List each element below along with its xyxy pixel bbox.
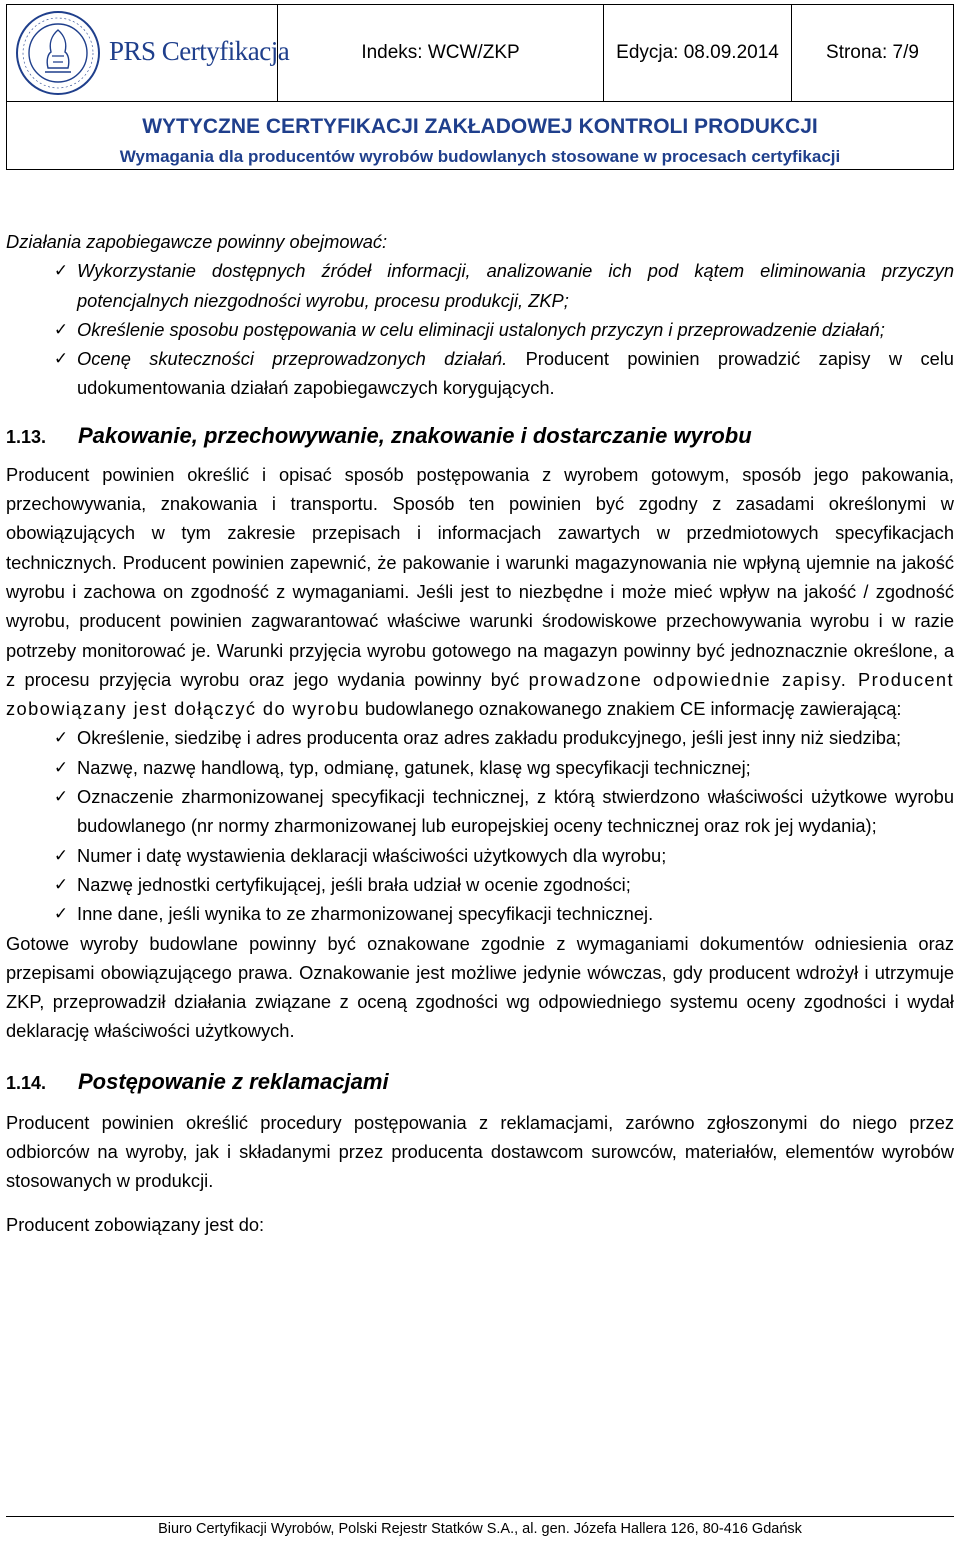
logo-cell xyxy=(7,5,290,102)
producer-obligations-lead: Producent zobowiązany jest do: xyxy=(6,1213,265,1235)
list-item: ✓ Wykorzystanie dostępnych źródeł informacji, analizowanie ich pod kątem eliminowania przyczyn potencjalnych niezgodności wyrobu, procesu produkcji, ZKP; xyxy=(6,256,954,315)
checkmark-icon: ✓ xyxy=(53,728,69,748)
section-title: Postępowanie z reklamacjami xyxy=(78,1068,389,1094)
checkmark-icon: ✓ xyxy=(53,787,69,807)
checkmark-icon: ✓ xyxy=(53,319,69,339)
page-number: Strona: 7/9 xyxy=(792,5,953,102)
list-item: ✓ Inne dane, jeśli wynika to ze zharmonizowanej specyfikacji technicznej. xyxy=(6,899,954,928)
prs-seal-logo xyxy=(15,10,101,96)
section-number: 1.13. xyxy=(6,426,47,447)
section-number: 1.14. xyxy=(6,1072,47,1093)
footer-divider xyxy=(6,1516,954,1517)
list-item: ✓ Określenie, siedzibę i adres producenta oraz adres zakładu produkcyjnego, jeśli jest inny niż siedziba; xyxy=(6,723,954,752)
list-item: ✓ Numer i datę wystawienia deklaracji właściwości użytkowych dla wyrobu; xyxy=(6,841,954,870)
complaints-paragraph: Producent powinien określić procedury postępowania z reklamacjami, zarówno zgłoszonymi do niego przez odbiorców na wyroby, jak i składanymi przez producenta dostawcom surowców, materiałów, elementów wyrobów stosowanych w produkcji. xyxy=(6,1111,954,1192)
marking-paragraph: Gotowe wyroby budowlane powinny być oznakowane zgodnie z wymaganiami dokumentów odniesienia oraz przepisami obowiązującego prawa. Oznakowanie jest możliwe jedynie wówczas, gdy producent wdrożył i utrzymuje ZKP, przeprowadził działania związane z oceną zgodności wg odpowiedniego systemu oceny zgodności i wydał deklarację właściwości użytkowych. xyxy=(6,932,954,1042)
checkmark-icon: ✓ xyxy=(53,757,69,777)
preventive-actions-lead: Działania zapobiegawcze powinny obejmować: xyxy=(6,231,388,252)
page-body xyxy=(6,227,954,1239)
checkmark-icon: ✓ xyxy=(53,874,69,894)
document-title: WYTYCZNE CERTYFIKACJI ZAKŁADOWEJ KONTROLI PRODUKCJI xyxy=(142,115,818,138)
list-item: ✓ Określenie sposobu postępowania w celu eliminacji ustalonych przyczyn i przeprowadzenie działań; xyxy=(6,315,954,344)
checkmark-icon: ✓ xyxy=(53,349,69,369)
section-heading-1-13 xyxy=(6,421,954,452)
document-header xyxy=(6,4,954,170)
ce-marking-info-list xyxy=(6,723,954,928)
list-item: ✓ Oznaczenie zharmonizowanej specyfikacji technicznej, z którą stwierdzono właściwości użytkowe wyrobu budowlanego (nr normy zharmonizowanej lub europejskiej oceny technicznej oraz rok jej wydania); xyxy=(6,782,954,841)
checkmark-icon: ✓ xyxy=(53,904,69,924)
page-footer: Biuro Certyfikacji Wyrobów, Polski Rejestr Statków S.A., al. gen. Józefa Hallera 126, 80-416 Gdańsk xyxy=(158,1521,802,1537)
list-item: ✓ Nazwę jednostki certyfikującej, jeśli brała udział w ocenie zgodności; xyxy=(6,870,954,899)
list-item: ✓ Ocenę skuteczności przeprowadzonych działań. Producent powinien prowadzić zapisy w celu udokumentowania działań zapobiegawczych korygujących. xyxy=(6,344,954,403)
checkmark-icon: ✓ xyxy=(53,261,69,281)
preventive-actions-block xyxy=(6,227,954,403)
document-subtitle: Wymagania dla producentów wyrobów budowlanych stosowane w procesach certyfikacji xyxy=(119,147,841,166)
list-item: ✓ Nazwę, nazwę handlową, typ, odmianę, gatunek, klasę wg specyfikacji technicznej; xyxy=(6,753,954,782)
checkmark-icon: ✓ xyxy=(53,845,69,865)
document-index: Indeks: WCW/ZKP xyxy=(278,5,604,102)
records-note: Producent powinien prowadzić zapisy w celu udokumentowania działań zapobiegawczych korygujących. xyxy=(77,348,954,399)
section-title: Pakowanie, przechowywanie, znakowanie i dostarczanie wyrobu xyxy=(78,422,752,448)
packaging-paragraph: Producent powinien określić i opisać sposób postępowania z wyrobem gotowym, sposób jego pakowania, przechowywania, znakowania i transportu. Sposób ten powinien być zgodny z zasadami określonymi w obowiązujących w tym zakresie przepisach i informacjach zawartych w przedmiotowych specyfikacjach technicznych. Producent powinien zapewnić, że pakowanie i warunki magazynowania nie wpłyną ujemnie na jakość wyrobu i zachowa on zgodność z wymaganiami. Jeśli jest to niezbędne i może mieć wpływ na jakość / zgodność wyrobu, producent powinien zagwarantować właściwe warunki środowiskowe przechowywania wyrobu i w razie potrzeby monitorować je. Warunki przyjęcia wyrobu gotowego na magazyn powinny być jednoznacznie określone, a z procesu przyjęcia wyrobu oraz jego wydania powinny być prowadzone odpowiednie zapisy. Producent zobowiązany jest dołączyć do wyrobu budowlanego oznakowanego znakiem CE informację zawierającą: xyxy=(6,463,954,720)
document-edition: Edycja: 08.09.2014 xyxy=(604,5,792,102)
section-heading-1-14 xyxy=(6,1067,954,1098)
preventive-actions-list xyxy=(6,256,954,402)
brand-name: PRS Certyfikacja xyxy=(109,36,290,66)
